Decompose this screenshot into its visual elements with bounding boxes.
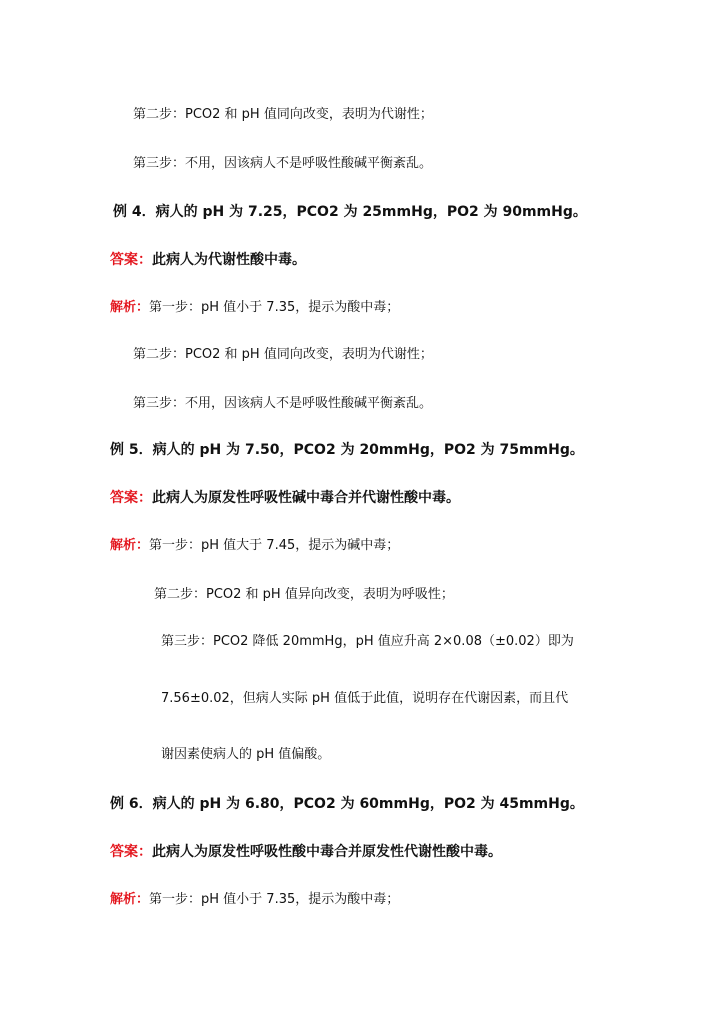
answer-5 [110,489,460,507]
answer-6 [110,843,502,861]
step-text: 7.56±0.02，但病人实际 pH 值低于此值，说明存在代谢因素，而且代 [161,691,569,706]
analysis-4-step-3 [133,395,432,413]
analysis-5-step-3-line-1 [161,633,574,651]
step-text: 第三步：不用，因该病人不是呼吸性酸碱平衡紊乱。 [133,396,433,411]
example-text: 例 6．病人的 pH 为 6.80，PCO2 为 60mmHg，PO2 为 45mmHg。 [110,796,584,812]
answer-4 [110,251,306,269]
analysis-4-step-2 [133,346,433,364]
example-6-heading [110,795,584,813]
step-text: 第二步：PCO2 和 pH 值异向改变，表明为呼吸性； [154,587,454,602]
example-4-heading [113,203,587,221]
step-three-line-1 [133,155,432,173]
analysis-5-step-2 [154,586,454,604]
analysis-label: 解析： [110,538,150,553]
analysis-5-step-1 [110,537,399,555]
answer-label: 答案： [110,490,152,506]
step-text: 谢因素使病人的 pH 值偏酸。 [161,747,331,762]
analysis-6-step-1 [110,891,399,909]
analysis-text: 第一步：pH 值小于 7.35，提示为酸中毒； [149,892,400,907]
example-text: 例 4．病人的 pH 为 7.25，PCO2 为 25mmHg，PO2 为 90mmHg。 [113,204,587,220]
example-5-heading [110,441,584,459]
step-text: 第二步：PCO2 和 pH 值同向改变，表明为代谢性； [133,347,433,362]
analysis-5-step-3-line-3 [161,746,330,764]
analysis-label: 解析： [110,892,150,907]
example-text: 例 5．病人的 pH 为 7.50，PCO2 为 20mmHg，PO2 为 75mmHg。 [110,442,584,458]
answer-text: 此病人为代谢性酸中毒。 [152,252,306,268]
analysis-5-step-3-line-2 [161,690,568,708]
analysis-text: 第一步：pH 值大于 7.45，提示为碱中毒； [149,538,400,553]
answer-label: 答案： [110,844,152,860]
step-text: 第二步：PCO2 和 pH 值同向改变，表明为代谢性； [133,107,433,122]
answer-label: 答案： [110,252,152,268]
step-text: 第三步：PCO2 降低 20mmHg，pH 值应升高 2×0.08（±0.02）即为 [161,634,574,649]
analysis-text: 第一步：pH 值小于 7.35，提示为酸中毒； [149,300,400,315]
analysis-label: 解析： [110,300,150,315]
answer-text: 此病人为原发性呼吸性碱中毒合并代谢性酸中毒。 [152,490,460,506]
step-text: 第三步：不用，因该病人不是呼吸性酸碱平衡紊乱。 [133,156,433,171]
analysis-4-step-1 [110,299,399,317]
answer-text: 此病人为原发性呼吸性酸中毒合并原发性代谢性酸中毒。 [152,844,502,860]
step-two-line-1 [133,106,433,124]
